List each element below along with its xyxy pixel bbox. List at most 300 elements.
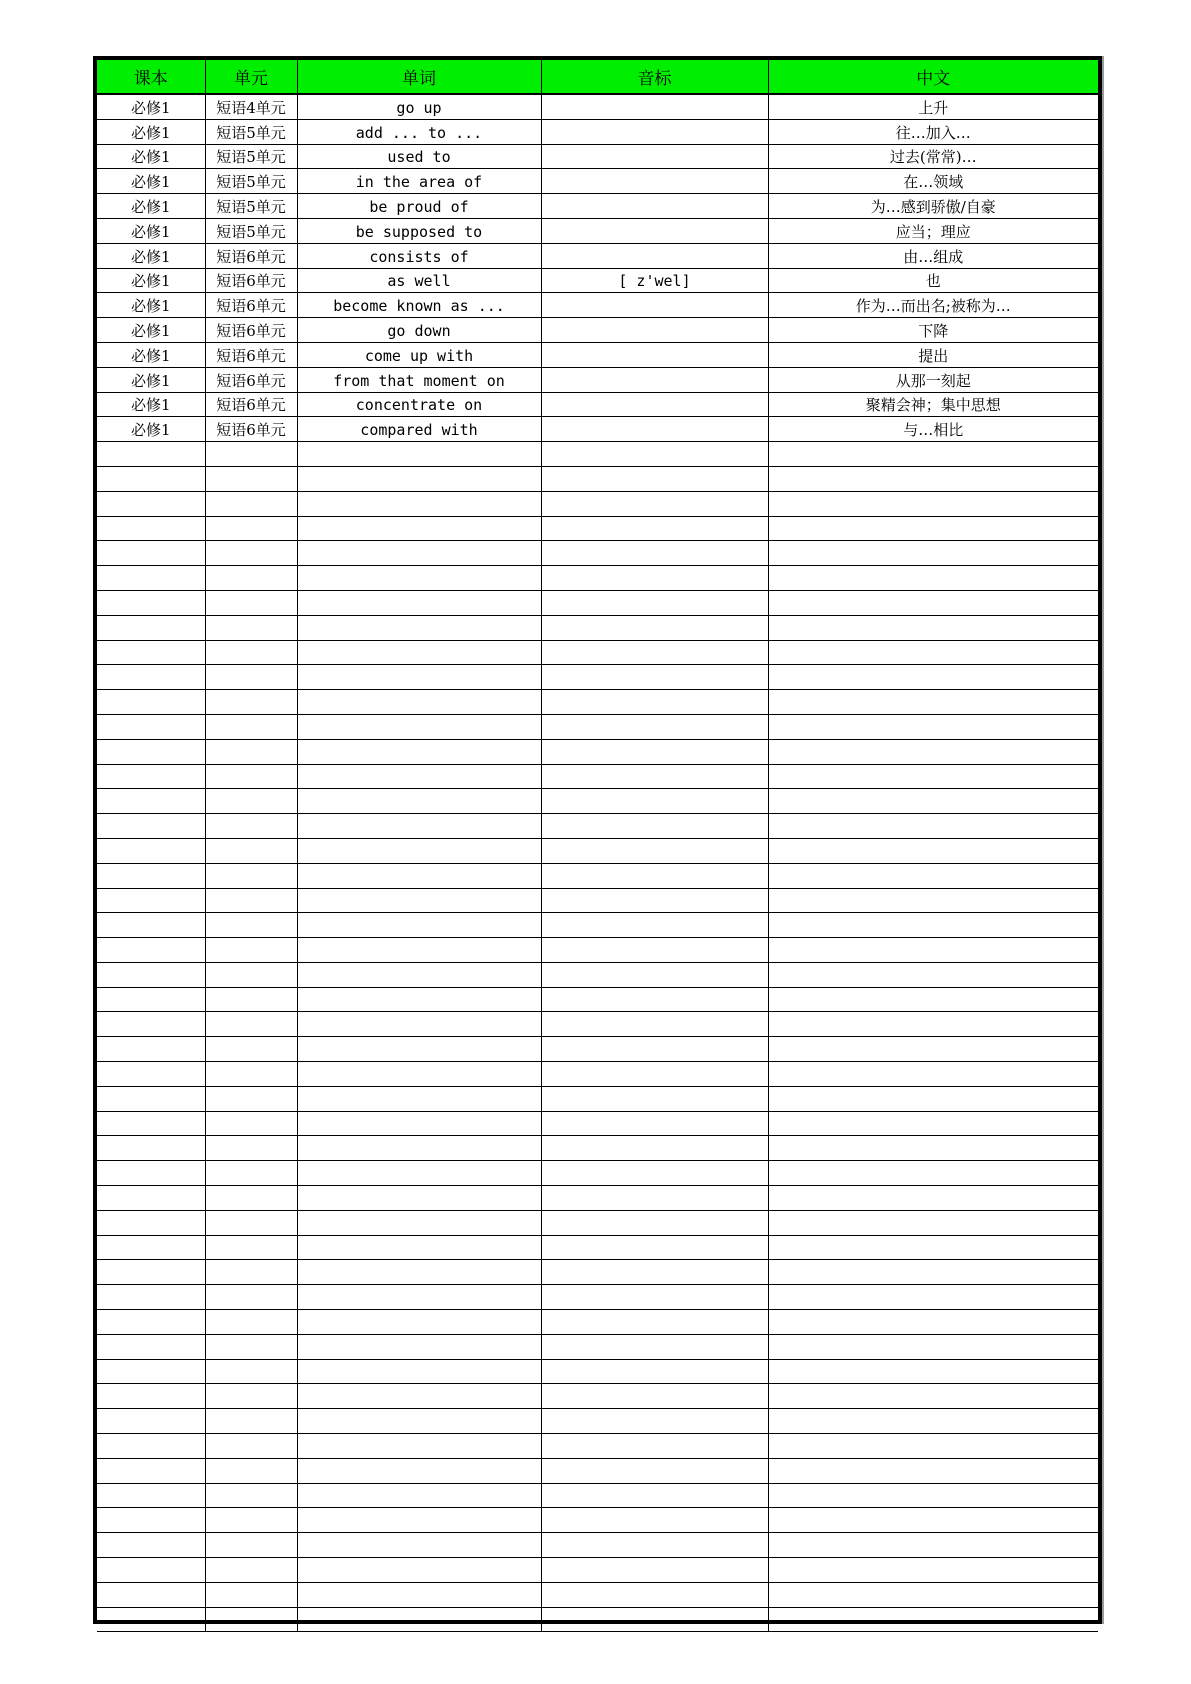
empty-cell[interactable] (97, 1260, 205, 1285)
empty-cell[interactable] (541, 1062, 768, 1087)
cell-word[interactable]: come up with (297, 342, 541, 367)
cell-unit[interactable]: 短语6单元 (205, 293, 297, 318)
empty-cell[interactable] (768, 1086, 1098, 1111)
empty-cell[interactable] (768, 615, 1098, 640)
empty-cell[interactable] (297, 938, 541, 963)
empty-cell[interactable] (768, 789, 1098, 814)
empty-cell[interactable] (97, 1582, 205, 1607)
cell-word[interactable]: concentrate on (297, 392, 541, 417)
empty-cell[interactable] (541, 1086, 768, 1111)
empty-cell[interactable] (205, 1186, 297, 1211)
empty-cell[interactable] (768, 665, 1098, 690)
empty-cell[interactable] (768, 1359, 1098, 1384)
empty-cell[interactable] (205, 1558, 297, 1583)
empty-cell[interactable] (97, 1334, 205, 1359)
empty-cell[interactable] (97, 814, 205, 839)
empty-cell[interactable] (768, 714, 1098, 739)
empty-cell[interactable] (97, 1111, 205, 1136)
empty-cell[interactable] (297, 962, 541, 987)
empty-cell[interactable] (541, 1384, 768, 1409)
empty-cell[interactable] (768, 1210, 1098, 1235)
empty-cell[interactable] (768, 442, 1098, 467)
empty-cell[interactable] (97, 962, 205, 987)
empty-cell[interactable] (541, 690, 768, 715)
cell-unit[interactable]: 短语6单元 (205, 342, 297, 367)
empty-cell[interactable] (97, 764, 205, 789)
empty-cell[interactable] (541, 442, 768, 467)
empty-cell[interactable] (297, 1359, 541, 1384)
empty-cell[interactable] (205, 1458, 297, 1483)
empty-cell[interactable] (541, 1136, 768, 1161)
empty-cell[interactable] (97, 1558, 205, 1583)
empty-cell[interactable] (97, 838, 205, 863)
empty-cell[interactable] (768, 566, 1098, 591)
empty-cell[interactable] (541, 1235, 768, 1260)
cell-phonetic[interactable] (541, 243, 768, 268)
empty-cell[interactable] (541, 566, 768, 591)
cell-phonetic[interactable] (541, 94, 768, 119)
empty-cell[interactable] (205, 962, 297, 987)
empty-cell[interactable] (97, 491, 205, 516)
empty-cell[interactable] (297, 1508, 541, 1533)
empty-cell[interactable] (205, 1037, 297, 1062)
empty-cell[interactable] (205, 1285, 297, 1310)
empty-cell[interactable] (768, 1533, 1098, 1558)
cell-word[interactable]: in the area of (297, 169, 541, 194)
empty-cell[interactable] (297, 1086, 541, 1111)
cell-phonetic[interactable] (541, 342, 768, 367)
empty-cell[interactable] (768, 1458, 1098, 1483)
empty-cell[interactable] (768, 1186, 1098, 1211)
empty-cell[interactable] (297, 1186, 541, 1211)
empty-cell[interactable] (541, 491, 768, 516)
cell-phonetic[interactable] (541, 218, 768, 243)
empty-cell[interactable] (205, 1434, 297, 1459)
empty-cell[interactable] (205, 590, 297, 615)
empty-cell[interactable] (541, 838, 768, 863)
cell-word[interactable]: compared with (297, 417, 541, 442)
empty-cell[interactable] (97, 1012, 205, 1037)
empty-cell[interactable] (97, 1037, 205, 1062)
empty-cell[interactable] (541, 1533, 768, 1558)
cell-chinese[interactable]: 聚精会神；集中思想 (768, 392, 1098, 417)
header-phonetic[interactable]: 音标 (541, 60, 768, 94)
empty-cell[interactable] (768, 516, 1098, 541)
empty-cell[interactable] (541, 1111, 768, 1136)
empty-cell[interactable] (297, 1409, 541, 1434)
cell-chinese[interactable]: 在…领域 (768, 169, 1098, 194)
empty-cell[interactable] (541, 1285, 768, 1310)
cell-chinese[interactable]: 也 (768, 268, 1098, 293)
cell-unit[interactable]: 短语6单元 (205, 243, 297, 268)
empty-cell[interactable] (297, 739, 541, 764)
empty-cell[interactable] (297, 1582, 541, 1607)
empty-cell[interactable] (541, 739, 768, 764)
cell-book[interactable]: 必修1 (97, 293, 205, 318)
empty-cell[interactable] (297, 442, 541, 467)
cell-chinese[interactable]: 往…加入… (768, 119, 1098, 144)
empty-cell[interactable] (97, 1508, 205, 1533)
empty-cell[interactable] (297, 1607, 541, 1632)
empty-cell[interactable] (541, 1310, 768, 1335)
empty-cell[interactable] (541, 888, 768, 913)
empty-cell[interactable] (768, 863, 1098, 888)
empty-cell[interactable] (97, 442, 205, 467)
cell-unit[interactable]: 短语6单元 (205, 268, 297, 293)
cell-word[interactable]: become known as ... (297, 293, 541, 318)
cell-word[interactable]: go up (297, 94, 541, 119)
empty-cell[interactable] (768, 814, 1098, 839)
empty-cell[interactable] (768, 1409, 1098, 1434)
cell-unit[interactable]: 短语5单元 (205, 144, 297, 169)
empty-cell[interactable] (297, 466, 541, 491)
empty-cell[interactable] (297, 1210, 541, 1235)
empty-cell[interactable] (97, 1434, 205, 1459)
empty-cell[interactable] (97, 1607, 205, 1632)
empty-cell[interactable] (297, 1483, 541, 1508)
empty-cell[interactable] (97, 938, 205, 963)
empty-cell[interactable] (205, 838, 297, 863)
empty-cell[interactable] (541, 640, 768, 665)
empty-cell[interactable] (205, 1235, 297, 1260)
empty-cell[interactable] (768, 987, 1098, 1012)
empty-cell[interactable] (541, 1037, 768, 1062)
empty-cell[interactable] (97, 1384, 205, 1409)
empty-cell[interactable] (297, 764, 541, 789)
empty-cell[interactable] (541, 863, 768, 888)
empty-cell[interactable] (541, 516, 768, 541)
empty-cell[interactable] (297, 714, 541, 739)
cell-chinese[interactable]: 应当；理应 (768, 218, 1098, 243)
empty-cell[interactable] (541, 1186, 768, 1211)
empty-cell[interactable] (297, 1285, 541, 1310)
empty-cell[interactable] (297, 491, 541, 516)
empty-cell[interactable] (205, 1310, 297, 1335)
empty-cell[interactable] (768, 1558, 1098, 1583)
cell-book[interactable]: 必修1 (97, 268, 205, 293)
cell-unit[interactable]: 短语5单元 (205, 194, 297, 219)
cell-book[interactable]: 必修1 (97, 392, 205, 417)
empty-cell[interactable] (768, 466, 1098, 491)
cell-phonetic[interactable] (541, 367, 768, 392)
cell-unit[interactable]: 短语6单元 (205, 367, 297, 392)
empty-cell[interactable] (97, 888, 205, 913)
empty-cell[interactable] (205, 863, 297, 888)
empty-cell[interactable] (541, 913, 768, 938)
empty-cell[interactable] (768, 1285, 1098, 1310)
empty-cell[interactable] (541, 1483, 768, 1508)
empty-cell[interactable] (97, 789, 205, 814)
empty-cell[interactable] (541, 714, 768, 739)
empty-cell[interactable] (205, 1086, 297, 1111)
empty-cell[interactable] (541, 1434, 768, 1459)
empty-cell[interactable] (768, 938, 1098, 963)
empty-cell[interactable] (297, 615, 541, 640)
empty-cell[interactable] (205, 1384, 297, 1409)
empty-cell[interactable] (541, 1359, 768, 1384)
cell-unit[interactable]: 短语5单元 (205, 218, 297, 243)
empty-cell[interactable] (768, 1334, 1098, 1359)
cell-phonetic[interactable] (541, 169, 768, 194)
empty-cell[interactable] (541, 789, 768, 814)
cell-phonetic[interactable] (541, 194, 768, 219)
empty-cell[interactable] (297, 1384, 541, 1409)
cell-book[interactable]: 必修1 (97, 243, 205, 268)
empty-cell[interactable] (205, 1062, 297, 1087)
empty-cell[interactable] (297, 690, 541, 715)
empty-cell[interactable] (541, 541, 768, 566)
empty-cell[interactable] (205, 566, 297, 591)
empty-cell[interactable] (97, 590, 205, 615)
empty-cell[interactable] (768, 739, 1098, 764)
empty-cell[interactable] (768, 1434, 1098, 1459)
empty-cell[interactable] (205, 913, 297, 938)
empty-cell[interactable] (97, 516, 205, 541)
empty-cell[interactable] (97, 1161, 205, 1186)
empty-cell[interactable] (205, 1260, 297, 1285)
cell-chinese[interactable]: 从那一刻起 (768, 367, 1098, 392)
empty-cell[interactable] (541, 1458, 768, 1483)
empty-cell[interactable] (541, 1409, 768, 1434)
empty-cell[interactable] (768, 1607, 1098, 1632)
cell-word[interactable]: used to (297, 144, 541, 169)
cell-word[interactable]: be proud of (297, 194, 541, 219)
empty-cell[interactable] (97, 665, 205, 690)
empty-cell[interactable] (97, 739, 205, 764)
empty-cell[interactable] (541, 764, 768, 789)
empty-cell[interactable] (297, 1558, 541, 1583)
empty-cell[interactable] (97, 1285, 205, 1310)
empty-cell[interactable] (97, 863, 205, 888)
cell-phonetic[interactable] (541, 119, 768, 144)
cell-chinese[interactable]: 下降 (768, 318, 1098, 343)
empty-cell[interactable] (297, 1136, 541, 1161)
empty-cell[interactable] (97, 690, 205, 715)
empty-cell[interactable] (768, 491, 1098, 516)
empty-cell[interactable] (205, 1359, 297, 1384)
empty-cell[interactable] (768, 764, 1098, 789)
cell-book[interactable]: 必修1 (97, 194, 205, 219)
empty-cell[interactable] (768, 541, 1098, 566)
empty-cell[interactable] (541, 1558, 768, 1583)
empty-cell[interactable] (541, 1582, 768, 1607)
empty-cell[interactable] (205, 1111, 297, 1136)
cell-phonetic[interactable] (541, 293, 768, 318)
empty-cell[interactable] (297, 1310, 541, 1335)
empty-cell[interactable] (97, 913, 205, 938)
empty-cell[interactable] (205, 1483, 297, 1508)
empty-cell[interactable] (205, 739, 297, 764)
empty-cell[interactable] (205, 888, 297, 913)
empty-cell[interactable] (297, 814, 541, 839)
cell-word[interactable]: as well (297, 268, 541, 293)
empty-cell[interactable] (297, 1434, 541, 1459)
cell-unit[interactable]: 短语5单元 (205, 119, 297, 144)
empty-cell[interactable] (97, 615, 205, 640)
empty-cell[interactable] (541, 938, 768, 963)
cell-word[interactable]: from that moment on (297, 367, 541, 392)
cell-phonetic[interactable] (541, 318, 768, 343)
empty-cell[interactable] (205, 1210, 297, 1235)
cell-chinese[interactable]: 过去(常常)… (768, 144, 1098, 169)
cell-unit[interactable]: 短语6单元 (205, 318, 297, 343)
empty-cell[interactable] (97, 541, 205, 566)
empty-cell[interactable] (768, 1235, 1098, 1260)
empty-cell[interactable] (205, 516, 297, 541)
empty-cell[interactable] (97, 1186, 205, 1211)
cell-unit[interactable]: 短语6单元 (205, 417, 297, 442)
empty-cell[interactable] (541, 1508, 768, 1533)
empty-cell[interactable] (297, 1235, 541, 1260)
cell-book[interactable]: 必修1 (97, 417, 205, 442)
empty-cell[interactable] (297, 789, 541, 814)
empty-cell[interactable] (205, 1533, 297, 1558)
cell-book[interactable]: 必修1 (97, 119, 205, 144)
empty-cell[interactable] (97, 566, 205, 591)
empty-cell[interactable] (97, 1409, 205, 1434)
empty-cell[interactable] (768, 1012, 1098, 1037)
empty-cell[interactable] (297, 665, 541, 690)
cell-book[interactable]: 必修1 (97, 94, 205, 119)
empty-cell[interactable] (205, 690, 297, 715)
empty-cell[interactable] (297, 640, 541, 665)
empty-cell[interactable] (205, 714, 297, 739)
cell-word[interactable]: go down (297, 318, 541, 343)
empty-cell[interactable] (768, 913, 1098, 938)
empty-cell[interactable] (297, 1037, 541, 1062)
empty-cell[interactable] (768, 1037, 1098, 1062)
empty-cell[interactable] (541, 615, 768, 640)
empty-cell[interactable] (205, 615, 297, 640)
empty-cell[interactable] (768, 1310, 1098, 1335)
empty-cell[interactable] (768, 1062, 1098, 1087)
empty-cell[interactable] (205, 814, 297, 839)
cell-word[interactable]: add ... to ... (297, 119, 541, 144)
cell-book[interactable]: 必修1 (97, 342, 205, 367)
empty-cell[interactable] (97, 1235, 205, 1260)
empty-cell[interactable] (205, 1136, 297, 1161)
empty-cell[interactable] (768, 1582, 1098, 1607)
cell-chinese[interactable]: 与…相比 (768, 417, 1098, 442)
empty-cell[interactable] (297, 1161, 541, 1186)
empty-cell[interactable] (768, 640, 1098, 665)
header-word[interactable]: 单词 (297, 60, 541, 94)
empty-cell[interactable] (205, 938, 297, 963)
empty-cell[interactable] (205, 1409, 297, 1434)
empty-cell[interactable] (297, 888, 541, 913)
empty-cell[interactable] (297, 1260, 541, 1285)
empty-cell[interactable] (541, 1607, 768, 1632)
cell-chinese[interactable]: 提出 (768, 342, 1098, 367)
empty-cell[interactable] (541, 814, 768, 839)
empty-cell[interactable] (541, 1260, 768, 1285)
empty-cell[interactable] (97, 640, 205, 665)
cell-phonetic[interactable]: [ z'wel] (541, 268, 768, 293)
empty-cell[interactable] (297, 1012, 541, 1037)
empty-cell[interactable] (97, 466, 205, 491)
cell-word[interactable]: be supposed to (297, 218, 541, 243)
header-unit[interactable]: 单元 (205, 60, 297, 94)
cell-book[interactable]: 必修1 (97, 169, 205, 194)
empty-cell[interactable] (768, 962, 1098, 987)
empty-cell[interactable] (768, 690, 1098, 715)
empty-cell[interactable] (297, 863, 541, 888)
empty-cell[interactable] (205, 1607, 297, 1632)
empty-cell[interactable] (297, 590, 541, 615)
cell-unit[interactable]: 短语5单元 (205, 169, 297, 194)
empty-cell[interactable] (97, 1062, 205, 1087)
empty-cell[interactable] (97, 1310, 205, 1335)
empty-cell[interactable] (768, 838, 1098, 863)
empty-cell[interactable] (97, 1533, 205, 1558)
cell-unit[interactable]: 短语6单元 (205, 392, 297, 417)
empty-cell[interactable] (297, 1062, 541, 1087)
cell-unit[interactable]: 短语4单元 (205, 94, 297, 119)
empty-cell[interactable] (768, 1136, 1098, 1161)
empty-cell[interactable] (205, 491, 297, 516)
cell-book[interactable]: 必修1 (97, 218, 205, 243)
empty-cell[interactable] (541, 962, 768, 987)
cell-book[interactable]: 必修1 (97, 318, 205, 343)
empty-cell[interactable] (205, 1582, 297, 1607)
empty-cell[interactable] (297, 541, 541, 566)
empty-cell[interactable] (768, 1384, 1098, 1409)
empty-cell[interactable] (205, 541, 297, 566)
empty-cell[interactable] (205, 1012, 297, 1037)
cell-phonetic[interactable] (541, 417, 768, 442)
empty-cell[interactable] (297, 566, 541, 591)
empty-cell[interactable] (297, 516, 541, 541)
header-chinese[interactable]: 中文 (768, 60, 1098, 94)
cell-phonetic[interactable] (541, 144, 768, 169)
empty-cell[interactable] (768, 1111, 1098, 1136)
header-book[interactable]: 课本 (97, 60, 205, 94)
cell-book[interactable]: 必修1 (97, 367, 205, 392)
empty-cell[interactable] (205, 640, 297, 665)
empty-cell[interactable] (297, 1458, 541, 1483)
empty-cell[interactable] (541, 665, 768, 690)
empty-cell[interactable] (297, 838, 541, 863)
cell-chinese[interactable]: 由…组成 (768, 243, 1098, 268)
cell-chinese[interactable]: 上升 (768, 94, 1098, 119)
empty-cell[interactable] (205, 1508, 297, 1533)
empty-cell[interactable] (97, 1359, 205, 1384)
empty-cell[interactable] (205, 1161, 297, 1186)
empty-cell[interactable] (205, 1334, 297, 1359)
empty-cell[interactable] (205, 442, 297, 467)
empty-cell[interactable] (768, 1161, 1098, 1186)
empty-cell[interactable] (97, 1483, 205, 1508)
empty-cell[interactable] (97, 714, 205, 739)
empty-cell[interactable] (541, 590, 768, 615)
empty-cell[interactable] (97, 1458, 205, 1483)
empty-cell[interactable] (768, 1483, 1098, 1508)
cell-chinese[interactable]: 作为…而出名;被称为… (768, 293, 1098, 318)
cell-word[interactable]: consists of (297, 243, 541, 268)
empty-cell[interactable] (205, 789, 297, 814)
empty-cell[interactable] (297, 913, 541, 938)
cell-phonetic[interactable] (541, 392, 768, 417)
empty-cell[interactable] (541, 1210, 768, 1235)
empty-cell[interactable] (205, 764, 297, 789)
empty-cell[interactable] (97, 1086, 205, 1111)
empty-cell[interactable] (97, 987, 205, 1012)
empty-cell[interactable] (768, 1508, 1098, 1533)
empty-cell[interactable] (97, 1210, 205, 1235)
empty-cell[interactable] (768, 590, 1098, 615)
empty-cell[interactable] (297, 987, 541, 1012)
empty-cell[interactable] (205, 665, 297, 690)
